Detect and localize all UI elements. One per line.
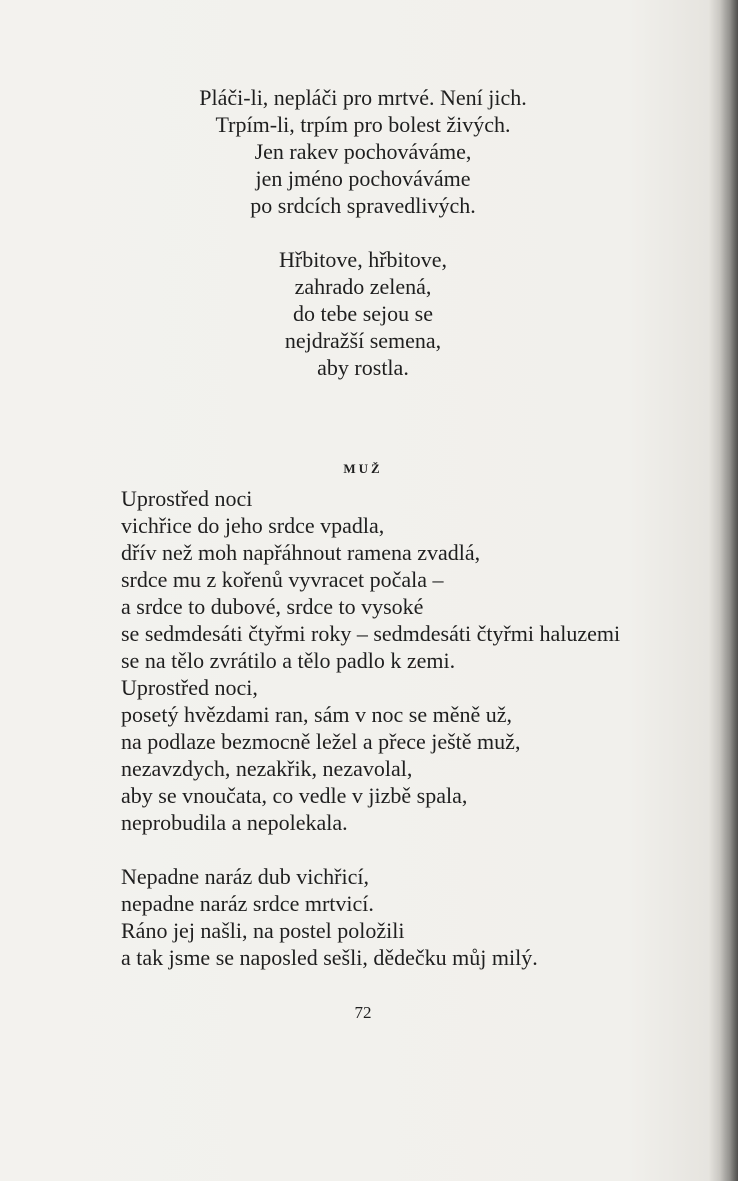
verse-line: Jen rakev pochováváme, xyxy=(254,139,472,164)
verse-line: jen jméno pochováváme xyxy=(255,166,471,191)
verse-line: a srdce to dubové, srdce to vysoké xyxy=(121,594,424,619)
verse-line: dřív než moh napřáhnout ramena zvadlá, xyxy=(121,540,481,565)
verse-line: neprobudila a nepolekala. xyxy=(121,810,348,835)
verse-line: Nepadne naráz dub vichřicí, xyxy=(121,864,369,889)
verse-line: do tebe sejou se xyxy=(293,301,433,326)
verse-line: nezavzdych, nezakřik, nezavolal, xyxy=(121,756,413,781)
verse-line: Uprostřed noci, xyxy=(121,675,258,700)
verse-line: se sedmdesáti čtyřmi roky – sedmdesáti čtyřmi haluzemi xyxy=(121,621,621,646)
page-edge-shadow xyxy=(720,0,738,1181)
poem-stanza-2 xyxy=(100,246,626,381)
verse-line: Uprostřed noci xyxy=(121,486,253,511)
verse-line: Pláči-li, nepláči pro mrtvé. Není jich. xyxy=(199,85,527,110)
verse-line: po srdcích spravedlivých. xyxy=(250,193,476,218)
verse-line: nepadne naráz srdce mrtvicí. xyxy=(121,891,374,916)
verse-line: a tak jsme se naposled sešli, dědečku můj milý. xyxy=(121,945,538,970)
verse-line: Trpím-li, trpím pro bolest živých. xyxy=(215,112,511,137)
verse-line: zahrado zelená, xyxy=(294,274,432,299)
verse-line: vichřice do jeho srdce vpadla, xyxy=(121,513,385,538)
verse-line: posetý hvězdami ran, sám v noc se měně už, xyxy=(121,702,512,727)
verse-line: Hřbitove, hřbitove, xyxy=(278,247,448,272)
poem-muz-stanza-1 xyxy=(121,485,620,836)
poem-muz-stanza-2 xyxy=(121,863,538,971)
verse-line: se na tělo zvrátilo a tělo padlo k zemi. xyxy=(121,648,456,673)
page-number: 72 xyxy=(354,1003,372,1022)
verse-line: Ráno jej našli, na postel položili xyxy=(121,918,405,943)
poem-stanza-1 xyxy=(100,84,626,219)
verse-line: nejdražší semena, xyxy=(284,328,442,353)
poem-title: MUŽ xyxy=(343,461,383,476)
verse-line: na podlaze bezmocně ležel a přece ještě muž, xyxy=(121,729,521,754)
verse-line: srdce mu z kořenů vyvracet počala – xyxy=(121,567,444,592)
verse-line: aby rostla. xyxy=(317,355,409,380)
verse-line: aby se vnoučata, co vedle v jizbě spala, xyxy=(121,783,468,808)
